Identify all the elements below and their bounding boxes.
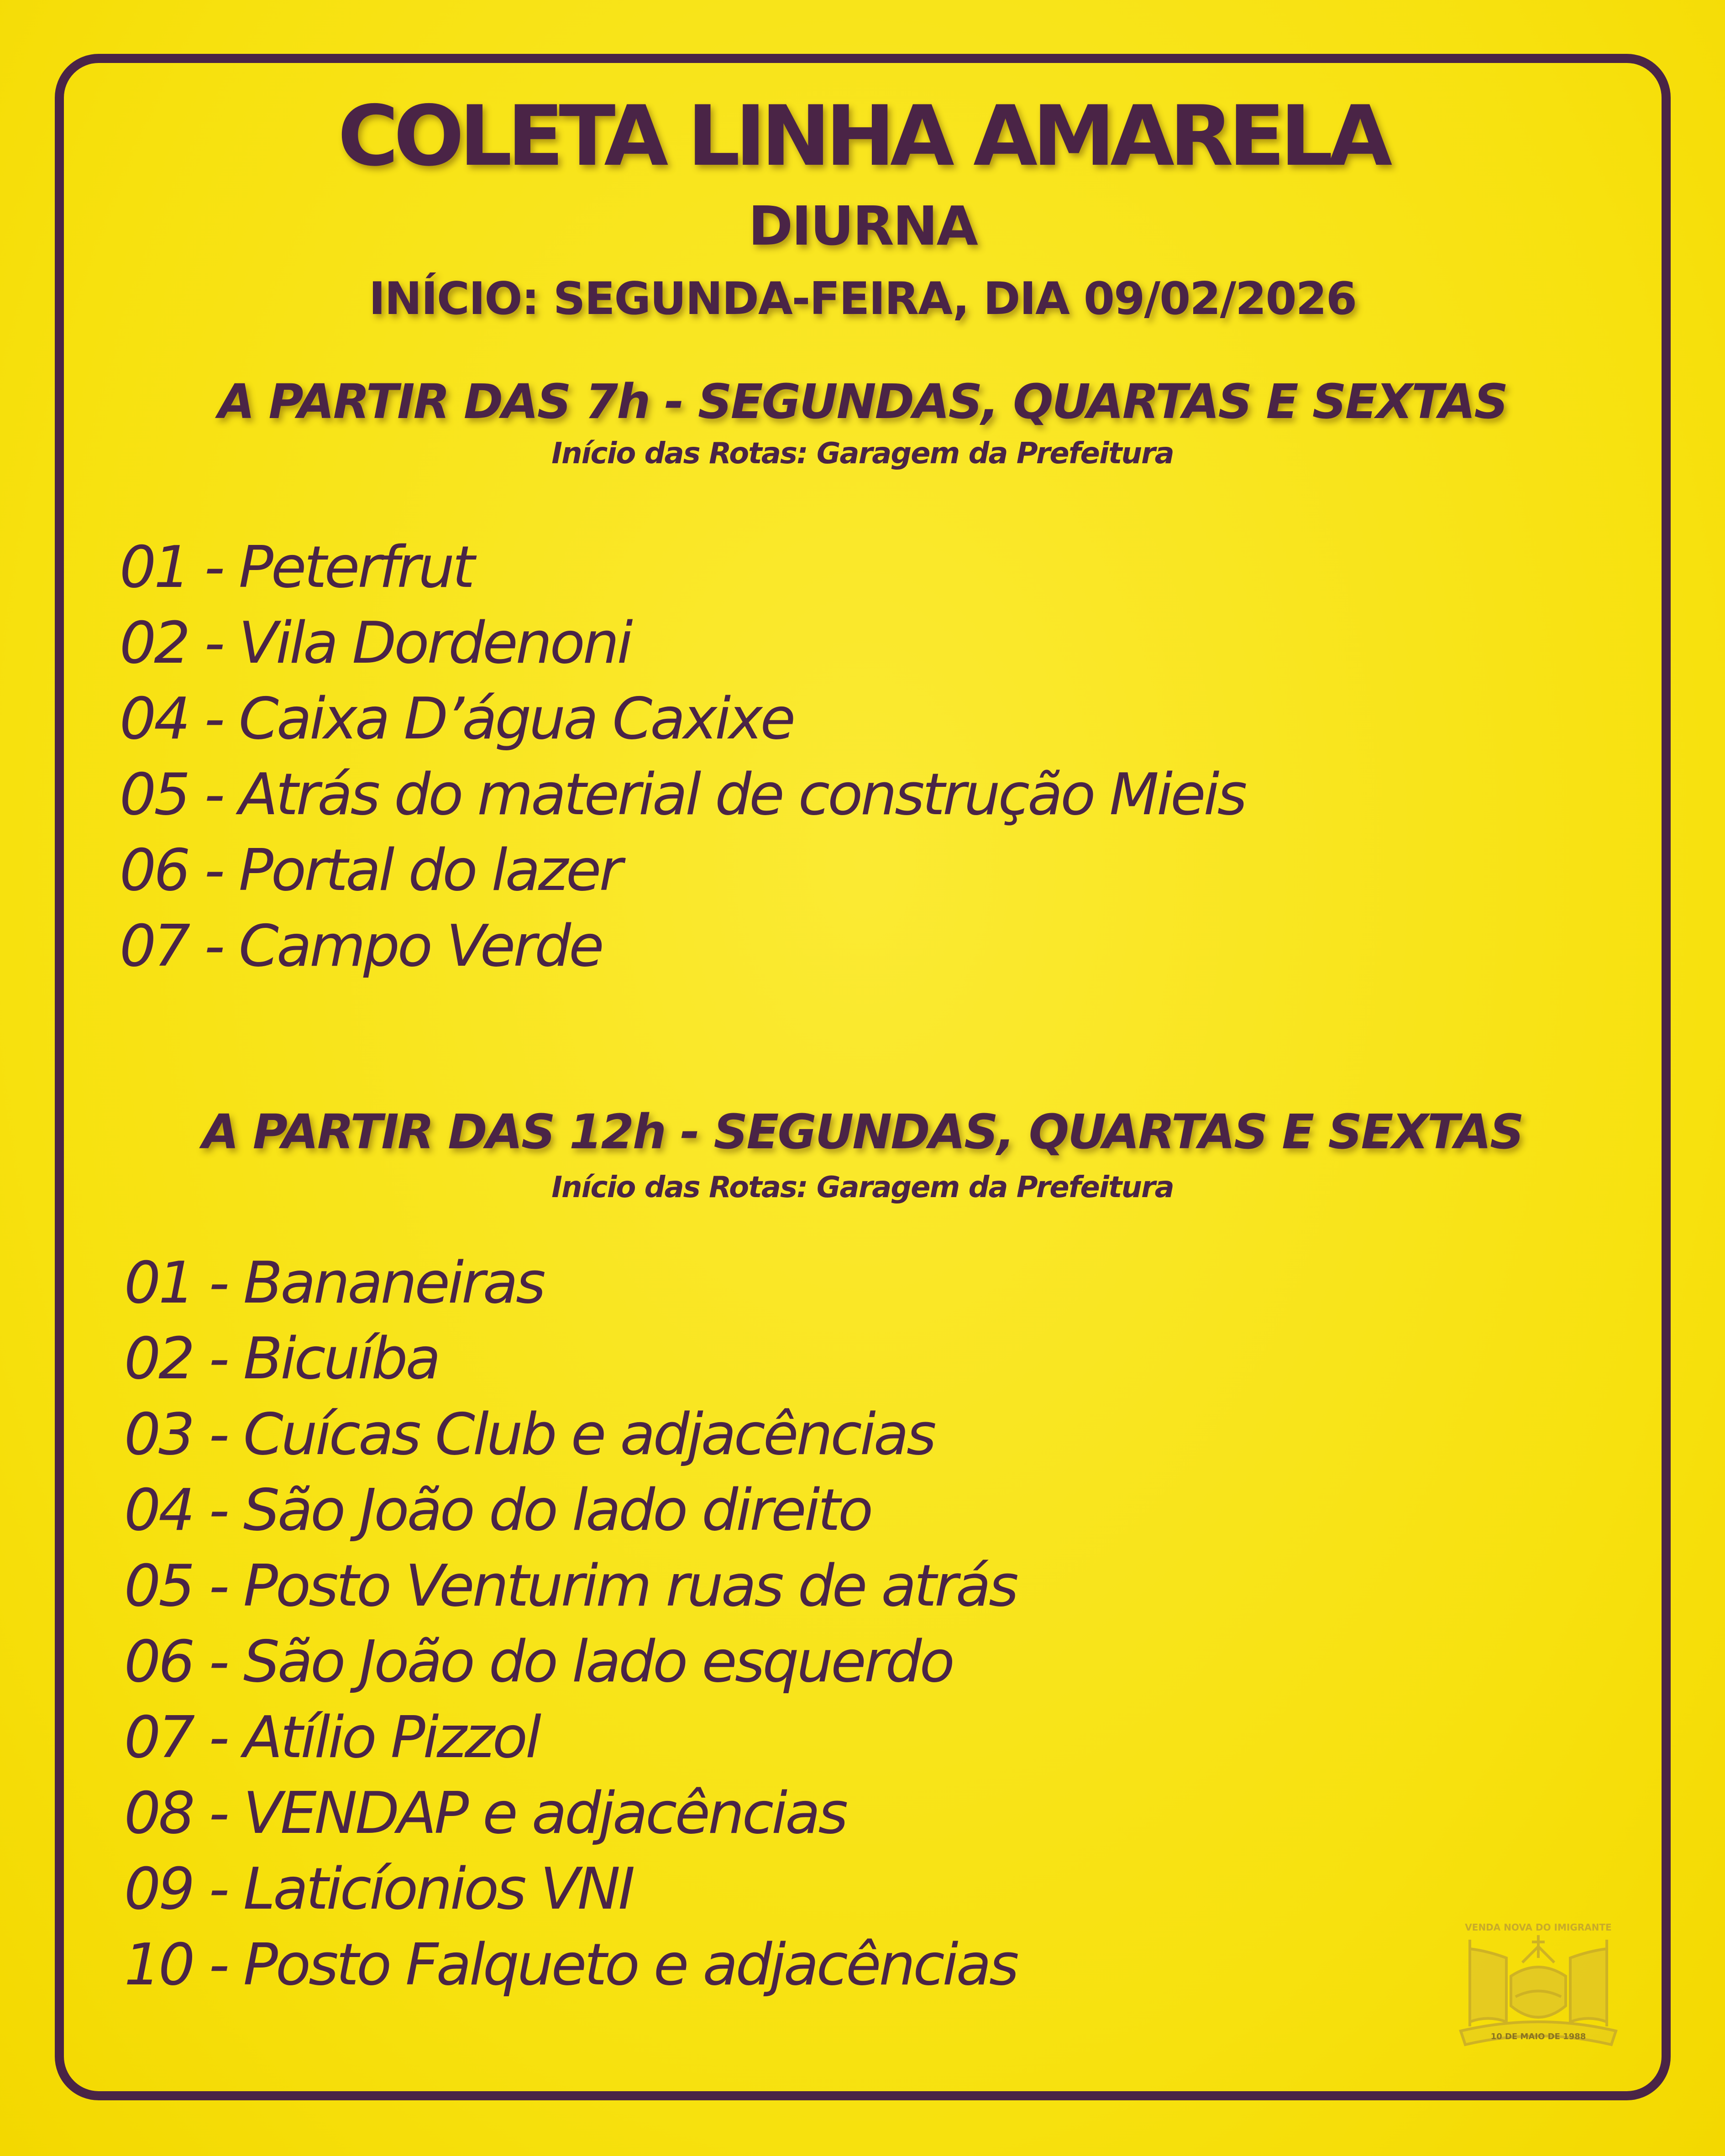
list-item: 01 - Bananeiras	[124, 1249, 544, 1316]
section-note-afternoon: Início das Rotas: Garagem da Prefeitura	[551, 1171, 1174, 1204]
list-item: 02 - Bicuíba	[124, 1325, 439, 1392]
list-item: 01 - Peterfrut	[120, 534, 473, 601]
list-item: 06 - São João do lado esquerdo	[124, 1628, 953, 1695]
start-date: INÍCIO: SEGUNDA-FEIRA, DIA 09/02/2026	[368, 273, 1357, 325]
list-item: 03 - Cuícas Club e adjacências	[124, 1401, 934, 1468]
list-item: 07 - Atílio Pizzol	[124, 1704, 540, 1771]
route-list-afternoon	[124, 1245, 1017, 2003]
section-heading-morning: A PARTIR DAS 7h - SEGUNDAS, QUARTAS E SEXTAS	[218, 374, 1507, 429]
list-item: 04 - São João do lado direito	[124, 1476, 871, 1544]
city-seal-logo	[1442, 1908, 1634, 2054]
route-list-morning	[120, 529, 1245, 984]
page-subtitle: DIURNA	[748, 194, 977, 257]
list-item: 08 - VENDAP e adjacências	[124, 1779, 846, 1847]
section-note-morning: Início das Rotas: Garagem da Prefeitura	[551, 437, 1174, 471]
page-title: COLETA LINHA AMARELA	[337, 88, 1388, 184]
list-item: 02 - Vila Dordenoni	[120, 609, 631, 676]
list-item: 10 - Posto Falqueto e adjacências	[124, 1931, 1017, 1998]
list-item: 07 - Campo Verde	[120, 912, 602, 979]
list-item: 09 - Laticíonios VNI	[124, 1855, 633, 1922]
list-item: 05 - Posto Venturim ruas de atrás	[124, 1552, 1017, 1619]
list-item: 06 - Portal do lazer	[120, 837, 621, 904]
list-item: 05 - Atrás do material de construção Mieis	[120, 761, 1245, 828]
list-item: 04 - Caixa D’água Caxixe	[120, 685, 794, 752]
section-heading-afternoon: A PARTIR DAS 12h - SEGUNDAS, QUARTAS E SEXTAS	[202, 1104, 1523, 1160]
seal-bottom-text: 10 DE MAIO DE 1988	[1490, 2032, 1586, 2041]
seal-top-text: VENDA NOVA DO IMIGRANTE	[1465, 1922, 1612, 1933]
